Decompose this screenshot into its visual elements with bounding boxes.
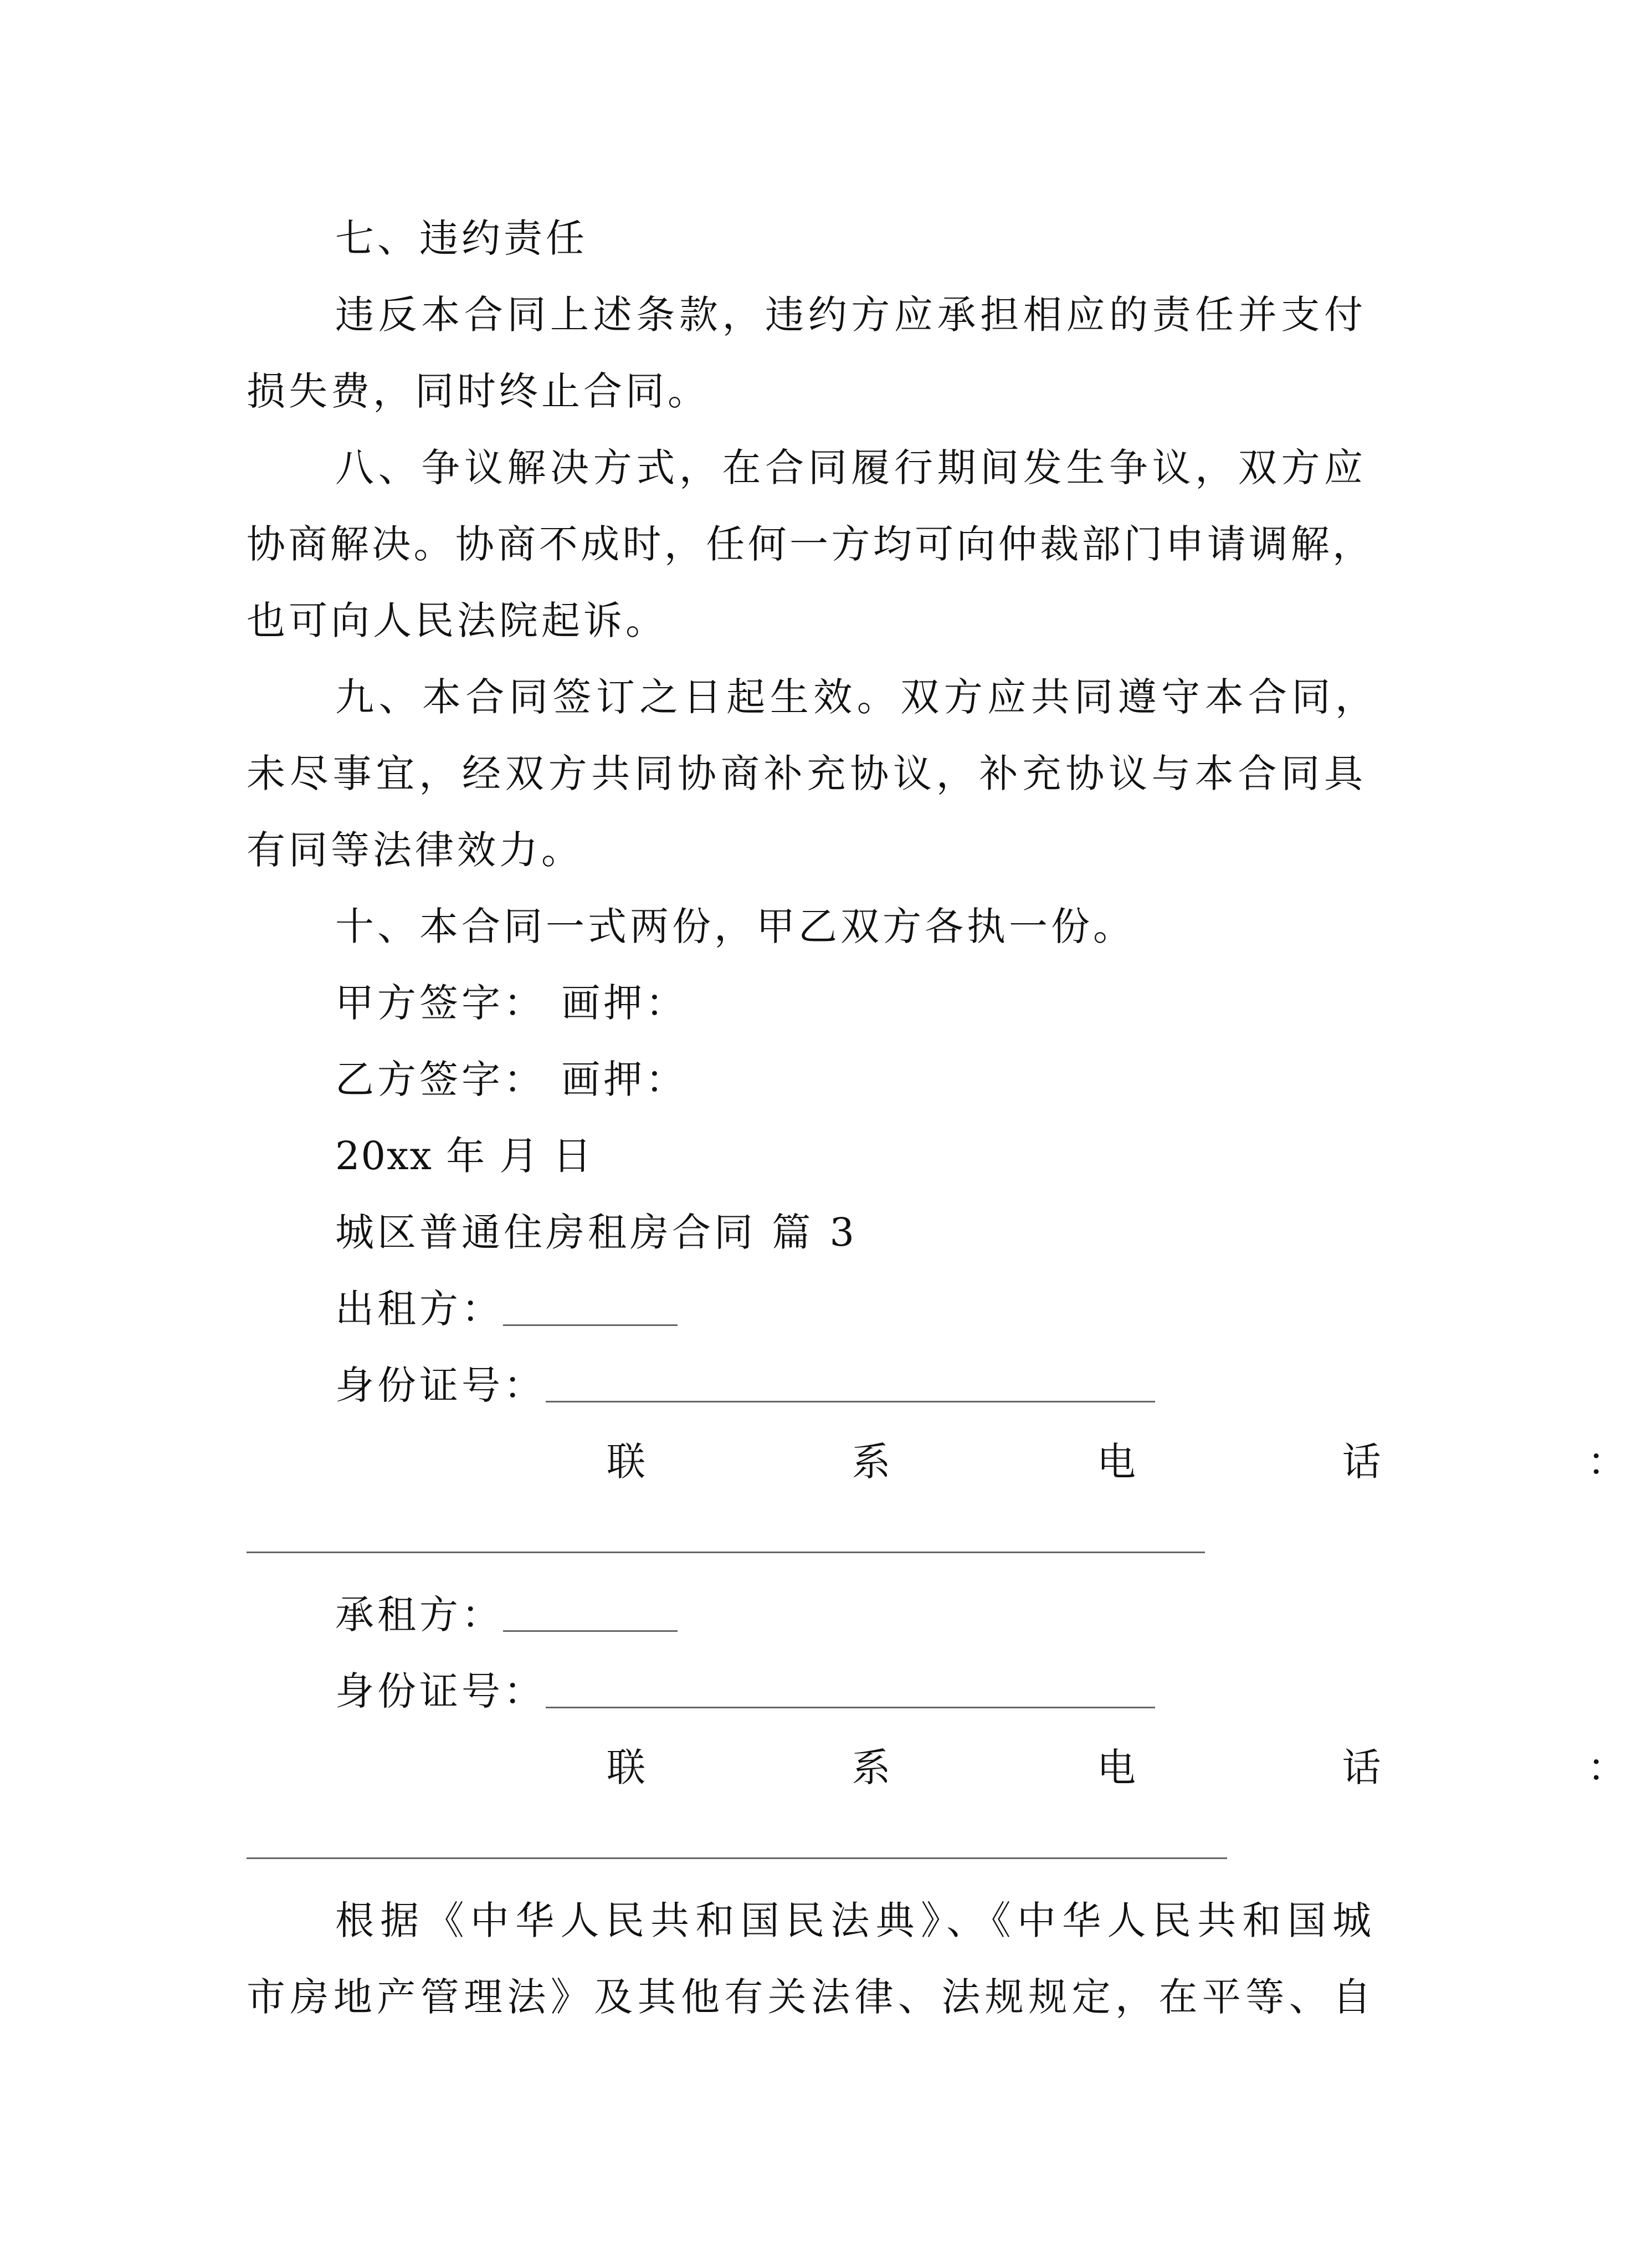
section-10-text: 十、本合同一式两份，甲乙双方各执一份。 [335, 904, 1135, 949]
phone-char-5: ： [1587, 1439, 1626, 1484]
phone-char-5: ： [1587, 1745, 1626, 1790]
phone-char-1: 联 [607, 1439, 645, 1484]
contract-title: 城区普通住房租房合同 篇 3 [335, 1210, 858, 1255]
section-9-line-2: 未尽事宜，经双方共同协商补充协议，补充协议与本合同具 [247, 751, 1363, 796]
section-7-heading: 七、违约责任 [335, 216, 588, 261]
lessor-phone-blank [247, 1552, 1205, 1553]
party-a-signature: 甲方签字： 画押： [335, 980, 688, 1026]
section-9-line-1: 九、本合同签订之日起生效。双方应共同遵守本合同， [335, 674, 1374, 720]
lessee-phone-label [607, 1745, 1626, 1790]
signing-date: 20xx 年 月 日 [335, 1133, 593, 1179]
lessor-label: 出租方： [335, 1286, 504, 1332]
lessee-phone-blank [247, 1857, 1227, 1859]
party-b-signature: 乙方签字： 画押： [335, 1057, 688, 1102]
phone-char-4: 话 [1342, 1745, 1381, 1790]
phone-char-3: 电 [1097, 1745, 1136, 1790]
section-8-line-3: 也可向人民法院起诉。 [247, 598, 668, 643]
section-8-line-2: 协商解决。协商不成时，任何一方均可向仲裁部门申请调解， [247, 521, 1371, 567]
lessee-id-blank [546, 1707, 1155, 1708]
preamble-line-1: 根据《中华人民共和国民法典》、《中华人民共和国城 [335, 1898, 1371, 1943]
section-9-line-3: 有同等法律效力。 [247, 827, 583, 873]
lessee-blank [503, 1630, 678, 1632]
phone-char-4: 话 [1342, 1439, 1381, 1484]
lessee-id-label: 身份证号： [335, 1668, 546, 1714]
lessor-id-blank [546, 1401, 1155, 1402]
phone-char-3: 电 [1097, 1439, 1136, 1484]
section-8-line-1: 八、争议解决方式，在合同履行期间发生争议，双方应 [335, 445, 1363, 490]
lessor-phone-label [607, 1439, 1626, 1484]
phone-char-1: 联 [607, 1745, 645, 1790]
section-7-text-line-1: 违反本合同上述条款，违约方应承担相应的责任并支付 [335, 292, 1363, 337]
section-7-text-line-2: 损失费，同时终止合同。 [247, 368, 710, 414]
preamble-line-2: 市房地产管理法》及其他有关法律、法规规定，在平等、自 [247, 1974, 1371, 2020]
lessor-blank [503, 1324, 678, 1326]
lessor-id-label: 身份证号： [335, 1363, 546, 1408]
lessee-label: 承租方： [335, 1592, 504, 1637]
phone-char-2: 系 [852, 1745, 891, 1790]
phone-char-2: 系 [852, 1439, 891, 1484]
